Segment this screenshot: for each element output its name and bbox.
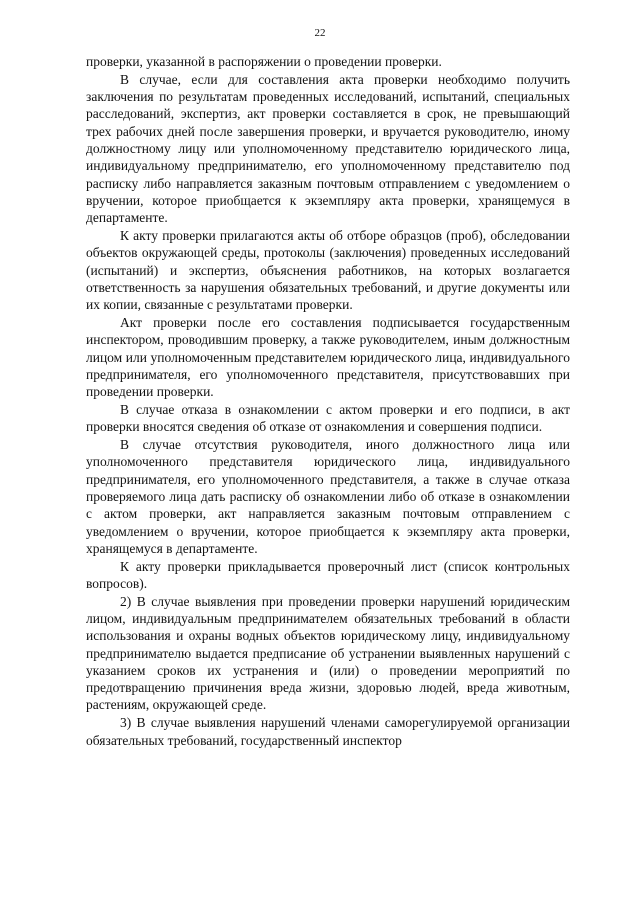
paragraph: проверки, указанной в распоряжении о проведении проверки.: [86, 54, 442, 69]
page-number: 22: [314, 27, 326, 39]
paragraph: В случае, если для составления акта проверки необходимо получить заключения по результатам проведенных исследований, испытаний, специальных расследований, экспертиз, акт проверки составляется в срок, не превышающий трех рабочих дней после завершения проверки, и вручается руководителю, иному должностному лицу или уполномоченному представителю юридического лица, индивидуальному предпринимателю, его уполномоченному представителю под расписку либо направляется заказным почтовым отправлением с уведомлением о вручении, которое приобщается к экземпляру акта проверки, хранящемуся в департаменте.: [86, 71, 570, 226]
paragraph: Акт проверки после его составления подписывается государственным инспектором, проводившим проверку, а также руководителем, иным должностным лицом или уполномоченным представителем юридического лица, индивидуального предпринимателя, его уполномоченного представителя, присутствовавших при проведении проверки.: [86, 314, 570, 400]
paragraph: В случае отказа в ознакомлении с актом проверки и его подписи, в акт проверки вносятся сведения об отказе от ознакомления и совершения подписи.: [86, 401, 570, 435]
paragraph: 2) В случае выявления при проведении проверки нарушений юридическим лицом, индивидуальным предпринимателем обязательных требований в области использования и охраны водных объектов юридическому лицу, индивидуальному предпринимателю выдается предписание об устранении выявленных нарушений с указанием сроков их устранения и (или) о проведении мероприятий по предотвращению причинения вреда жизни, здоровью людей, вреда животным, растениям, окружающей среде.: [86, 593, 570, 713]
paragraph: К акту проверки прилагаются акты об отборе образцов (проб), обследовании объектов окружающей среды, протоколы (заключения) проведенных исследований (испытаний) и экспертиз, объяснения работников, на которых возлагается ответственность за нарушения обязательных требований, и другие документы или их копии, связанные с результатами проверки.: [86, 227, 570, 313]
paragraph: 3) В случае выявления нарушений членами саморегулируемой организации обязательных требований, государственный инспектор: [86, 715, 570, 748]
paragraph: В случае отсутствия руководителя, иного должностного лица или уполномоченного представителя юридического лица, индивидуального предпринимателя, его уполномоченного представителя, а также в случае отказа проверяемого лица дать расписку об ознакомлении либо об отказе в ознакомлении с актом проверки, акт направляется заказным почтовым отправлением с уведомлением о вручении, которое приобщается к экземпляру акта проверки, хранящемуся в департаменте.: [86, 437, 570, 556]
paragraph: К акту проверки прикладывается проверочный лист (список контрольных вопросов).: [86, 558, 570, 591]
document-body: [86, 53, 570, 749]
